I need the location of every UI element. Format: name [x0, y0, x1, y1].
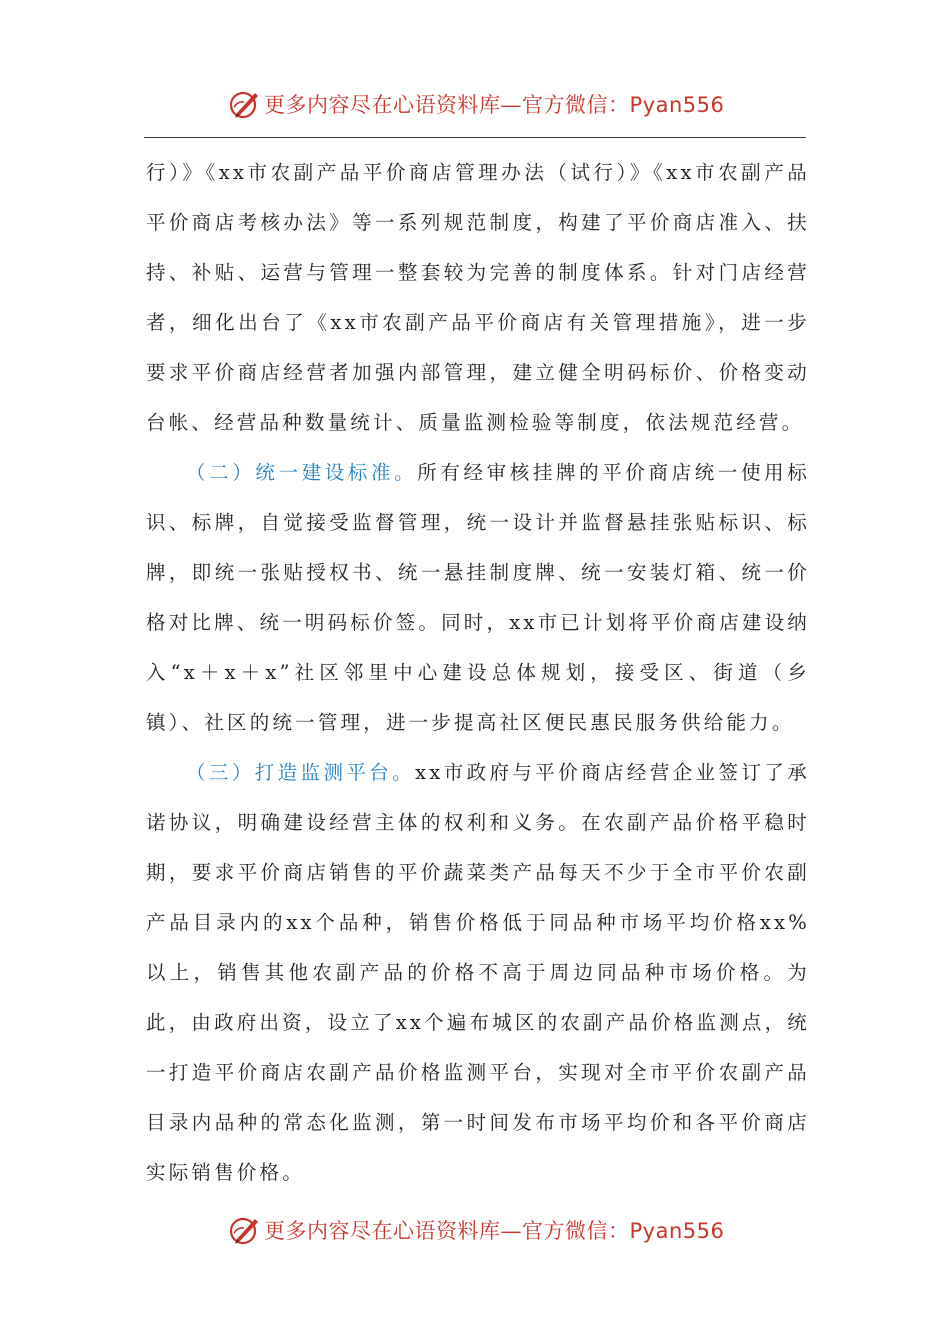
paragraph-3: [146, 748, 810, 1198]
header-banner-inner: [228, 86, 724, 122]
header-dash: —: [500, 93, 522, 117]
footer-brand-text: [264, 1215, 724, 1245]
paragraph-2: [146, 448, 810, 748]
pen-logo-icon: [228, 87, 262, 121]
paragraph-3-text: xx市政府与平价商店经营企业签订了承诺协议，明确建设经营主体的权利和义务。在农副产品价格平稳时期，要求平价商店销售的平价蔬菜类产品每天不少于全市平价农副产品目录内的xx个品种，销售价格低于同品种市场平均价格xx%以上，销售其他农副产品的价格不高于周边同品种市场价格。为此，由政府出资，设立了xx个遍布城区的农副产品价格监测点，统一打造平价商店农副产品价格监测平台，实现对全市平价农副产品目录内品种的常态化监测，第一时间发布市场平均价和各平价商店实际销售价格。: [146, 761, 810, 1184]
paragraph-2-text: 所有经审核挂牌的平价商店统一使用标识、标牌，自觉接受监督管理，统一设计并监督悬挂张贴标识、标牌，即统一张贴授权书、统一悬挂制度牌、统一安装灯箱、统一价格对比牌、统一明码标价签。同时，xx市已计划将平价商店建设纳入“x＋x＋x”社区邻里中心建设总体规划，接受区、街道（乡镇）、社区的统一管理，进一步提高社区便民惠民服务供给能力。: [146, 461, 810, 734]
document-body: [146, 148, 810, 1198]
footer-banner-inner: [228, 1212, 724, 1248]
pen-logo-icon: [228, 1213, 262, 1247]
header-divider: [144, 137, 806, 138]
section-heading-3: （三）打造监测平台。: [186, 761, 416, 784]
section-heading-2: （二）统一建设标准。: [186, 461, 418, 484]
footer-wechat-label: 官方微信：: [522, 1219, 630, 1243]
header-banner: [0, 82, 950, 126]
footer-brand-name: 更多内容尽在心语资料库: [264, 1219, 501, 1243]
footer-wechat-id: Pyan556: [629, 1219, 725, 1243]
footer-banner: [0, 1208, 950, 1252]
paragraph-1: 行）》《xx市农副产品平价商店管理办法（试行）》《xx市农副产品平价商店考核办法》等一系列规范制度，构建了平价商店准入、扶持、补贴、运营与管理一整套较为完善的制度体系。针对门店经营者，细化出台了《xx市农副产品平价商店有关管理措施》，进一步要求平价商店经营者加强内部管理，建立健全明码标价、价格变动台帐、经营品种数量统计、质量监测检验等制度，依法规范经营。: [146, 161, 810, 434]
header-wechat-label: 官方微信：: [522, 93, 630, 117]
header-brand-text: [264, 89, 724, 119]
header-brand-name: 更多内容尽在心语资料库: [264, 93, 501, 117]
header-wechat-id: Pyan556: [629, 93, 725, 117]
footer-dash: —: [500, 1219, 522, 1243]
